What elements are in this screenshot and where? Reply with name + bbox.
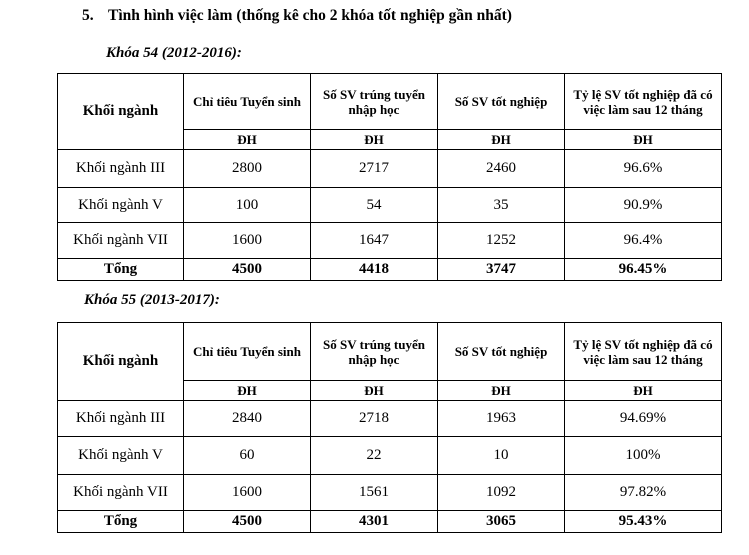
row-target: 2800	[184, 150, 311, 188]
row-admitted: 2717	[311, 150, 438, 188]
total-name: Tổng	[58, 259, 184, 281]
section-title: Tình hình việc làm (thống kê cho 2 khóa tốt nghiệp gần nhất)	[108, 7, 512, 24]
table-row	[58, 188, 722, 223]
header-employed: Tỷ lệ SV tốt nghiệp đã có việc làm sau 12 tháng	[565, 74, 722, 130]
total-row	[58, 511, 722, 533]
header-row	[58, 323, 722, 381]
header-graduated: Số SV tốt nghiệp	[438, 74, 565, 130]
row-graduated: 1092	[438, 475, 565, 511]
row-name: Khối ngành VII	[58, 475, 184, 511]
row-graduated: 2460	[438, 150, 565, 188]
total-target: 4500	[184, 511, 311, 533]
total-admitted: 4301	[311, 511, 438, 533]
unit-cell: ĐH	[311, 381, 438, 401]
total-rate: 95.43%	[565, 511, 722, 533]
header-target: Chỉ tiêu Tuyển sinh	[184, 323, 311, 381]
table-row	[58, 150, 722, 188]
row-rate: 94.69%	[565, 401, 722, 437]
table-caption-khoa-54: Khóa 54 (2012-2016):	[106, 45, 242, 61]
row-name: Khối ngành V	[58, 437, 184, 475]
header-group: Khối ngành	[58, 323, 184, 401]
total-admitted: 4418	[311, 259, 438, 281]
row-graduated: 35	[438, 188, 565, 223]
row-graduated: 1252	[438, 223, 565, 259]
section-number: 5.	[82, 7, 94, 24]
row-name: Khối ngành III	[58, 150, 184, 188]
table-caption-khoa-55: Khóa 55 (2013-2017):	[84, 292, 220, 308]
row-graduated: 1963	[438, 401, 565, 437]
row-rate: 96.4%	[565, 223, 722, 259]
table-row	[58, 475, 722, 511]
table-row	[58, 223, 722, 259]
header-target: Chỉ tiêu Tuyển sinh	[184, 74, 311, 130]
row-name: Khối ngành VII	[58, 223, 184, 259]
table-row	[58, 437, 722, 475]
unit-cell: ĐH	[565, 381, 722, 401]
header-admitted: Số SV trúng tuyển nhập học	[311, 323, 438, 381]
unit-cell: ĐH	[184, 381, 311, 401]
row-rate: 97.82%	[565, 475, 722, 511]
row-target: 1600	[184, 223, 311, 259]
unit-cell: ĐH	[565, 130, 722, 150]
row-target: 1600	[184, 475, 311, 511]
row-rate: 90.9%	[565, 188, 722, 223]
header-employed: Tỷ lệ SV tốt nghiệp đã có việc làm sau 12 tháng	[565, 323, 722, 381]
row-rate: 96.6%	[565, 150, 722, 188]
table-row	[58, 401, 722, 437]
header-graduated: Số SV tốt nghiệp	[438, 323, 565, 381]
total-graduated: 3747	[438, 259, 565, 281]
total-name: Tổng	[58, 511, 184, 533]
employment-table-khoa-54	[57, 73, 722, 281]
unit-cell: ĐH	[438, 130, 565, 150]
row-admitted: 2718	[311, 401, 438, 437]
row-admitted: 1647	[311, 223, 438, 259]
row-name: Khối ngành III	[58, 401, 184, 437]
total-graduated: 3065	[438, 511, 565, 533]
section-heading	[82, 7, 512, 25]
header-group: Khối ngành	[58, 74, 184, 150]
row-target: 2840	[184, 401, 311, 437]
employment-table-khoa-55	[57, 322, 722, 533]
total-row	[58, 259, 722, 281]
row-admitted: 54	[311, 188, 438, 223]
total-rate: 96.45%	[565, 259, 722, 281]
header-admitted: Số SV trúng tuyển nhập học	[311, 74, 438, 130]
unit-cell: ĐH	[184, 130, 311, 150]
unit-cell: ĐH	[438, 381, 565, 401]
unit-cell: ĐH	[311, 130, 438, 150]
header-row	[58, 74, 722, 130]
total-target: 4500	[184, 259, 311, 281]
row-rate: 100%	[565, 437, 722, 475]
row-admitted: 22	[311, 437, 438, 475]
row-admitted: 1561	[311, 475, 438, 511]
row-name: Khối ngành V	[58, 188, 184, 223]
row-graduated: 10	[438, 437, 565, 475]
row-target: 100	[184, 188, 311, 223]
row-target: 60	[184, 437, 311, 475]
